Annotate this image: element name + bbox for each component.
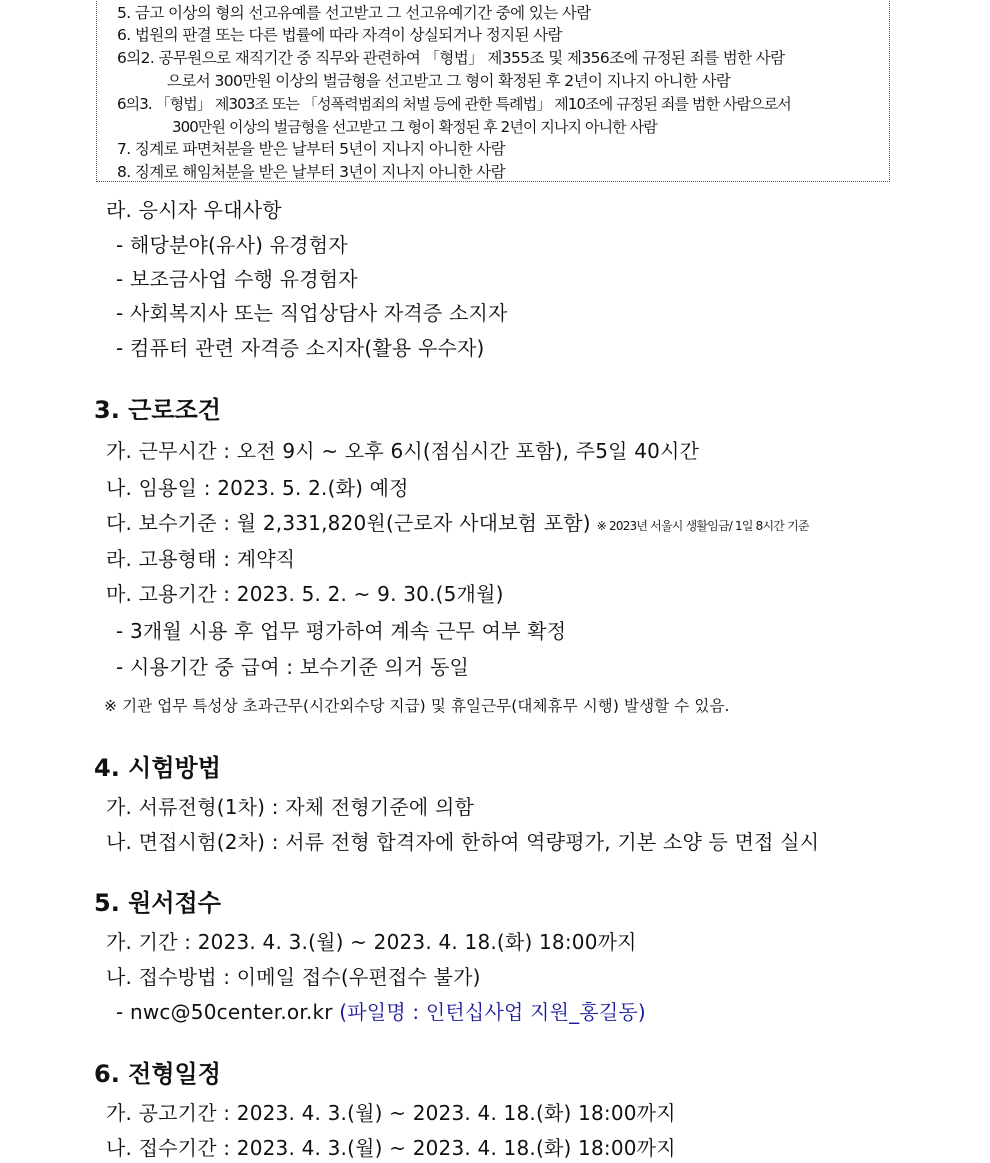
email-line [116,998,646,1026]
preference-item: - 보조금사업 수행 유경험자 [116,267,358,291]
application-method: 나. 접수방법 : 이메일 접수(우편접수 불가) [106,965,481,989]
probation-pay: - 시용기간 중 급여 : 보수기준 의거 동일 [116,655,470,679]
employment-type: 라. 고용형태 : 계약직 [106,547,296,571]
preference-item: - 컴퓨터 관련 자격증 소지자(활용 우수자) [116,336,485,360]
disqualification-box [96,0,890,182]
salary-note: ※ 2023년 서울시 생활임금/ 1일 8시간 기준 [596,519,809,533]
preference-item: - 해당분야(유사) 유경험자 [116,233,348,257]
salary: 다. 보수기준 : 월 2,331,820원(근로자 사대보험 포함) [106,511,591,535]
section-4-title: 4. 시험방법 [94,754,221,782]
filename-note: (파일명 : 인턴십사업 지원_홍길동) [339,1000,646,1024]
box-item-6-3: 6의3. 「형법」 제303조 또는 「성폭력범죄의 처벌 등에 관한 특례법」 제10조에 규정된 죄를 범한 사람으로서 [117,95,791,113]
box-item-5: 5. 금고 이상의 형의 선고유예를 선고받고 그 선고유예기간 중에 있는 사람 [117,4,591,22]
document-screening: 가. 서류전형(1차) : 자체 전형기준에 의함 [106,795,475,819]
box-item-6: 6. 법원의 판결 또는 다른 법률에 따라 자격이 상실되거나 정지된 사람 [117,26,562,44]
preference-heading: 라. 응시자 우대사항 [106,198,282,222]
box-item-6-2: 6의2. 공무원으로 재직기간 중 직무와 관련하여 「형법」 제355조 및 제356조에 규정된 죄를 범한 사람 [117,49,785,67]
work-hours: 가. 근무시간 : 오전 9시 ~ 오후 6시(점심시간 포함), 주5일 40시간 [106,439,700,463]
salary-line [106,509,809,540]
employment-period: 마. 고용기간 : 2023. 5. 2. ~ 9. 30.(5개월) [106,582,504,606]
section-6-title: 6. 전형일정 [94,1060,221,1088]
section-5-title: 5. 원서접수 [94,889,221,917]
overtime-note: ※ 기관 업무 특성상 초과근무(시간외수당 지급) 및 휴일근무(대체휴무 시행) 발생할 수 있음. [104,697,730,715]
interview: 나. 면접시험(2차) : 서류 전형 합격자에 한하여 역량평가, 기본 소양 등 면접 실시 [106,830,820,854]
start-date: 나. 임용일 : 2023. 5. 2.(화) 예정 [106,476,409,500]
box-item-6-2-cont: 으로서 300만원 이상의 벌금형을 선고받고 그 형이 확정된 후 2년이 지나지 아니한 사람 [167,72,731,90]
application-period: 가. 기간 : 2023. 4. 3.(월) ~ 2023. 4. 18.(화) 18:00까지 [106,930,637,954]
preference-item: - 사회복지사 또는 직업상담사 자격증 소지자 [116,301,508,325]
email-address[interactable]: - nwc@50center.or.kr [116,1000,333,1024]
box-item-6-3-cont: 300만원 이상의 벌금형을 선고받고 그 형이 확정된 후 2년이 지나지 아니한 사람 [172,118,657,136]
section-3-title: 3. 근로조건 [94,396,221,424]
probation-note: - 3개월 시용 후 업무 평가하여 계속 근무 여부 확정 [116,619,567,643]
reception-period: 나. 접수기간 : 2023. 4. 3.(월) ~ 2023. 4. 18.(화) 18:00까지 [106,1136,676,1160]
box-item-7: 7. 징계로 파면처분을 받은 날부터 5년이 지나지 아니한 사람 [117,140,506,158]
box-item-8: 8. 징계로 해임처분을 받은 날부터 3년이 지나지 아니한 사람 [117,163,506,181]
notice-period: 가. 공고기간 : 2023. 4. 3.(월) ~ 2023. 4. 18.(화) 18:00까지 [106,1101,676,1125]
